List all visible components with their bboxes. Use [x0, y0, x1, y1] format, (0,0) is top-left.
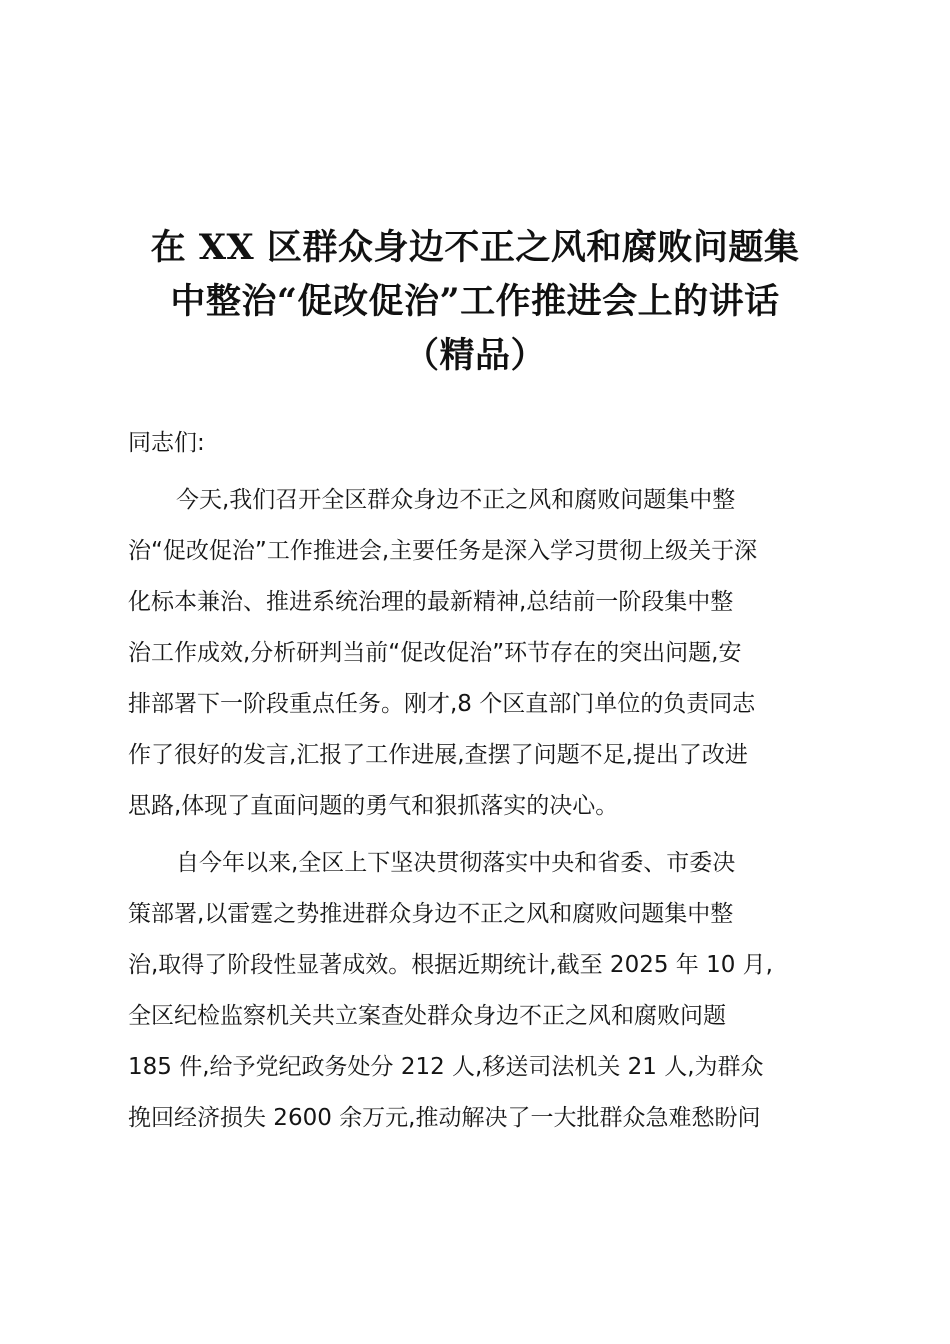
- paragraph-line: 挽回经济损失 2600 余万元,推动解决了一大批群众急难愁盼问: [128, 1105, 761, 1131]
- paragraph-line: 全区纪检监察机关共立案查处群众身边不正之风和腐败问题: [128, 1003, 726, 1029]
- paragraph-line: 治工作成效,分析研判当前“促改促治”环节存在的突出问题,安: [128, 640, 742, 666]
- paragraph-line: 思路,体现了直面问题的勇气和狠抓落实的决心。: [128, 793, 619, 819]
- paragraph-2: [128, 838, 833, 1144]
- paragraph-line: 策部署,以雷霆之势推进群众身边不正之风和腐败问题集中整: [128, 901, 734, 927]
- document-title: [110, 221, 840, 383]
- paragraph-line: 治,取得了阶段性显著成效。根据近期统计,截至 2025 年 10 月,: [128, 952, 773, 978]
- paragraph-line: 185 件,给予党纪政务处分 212 人,移送司法机关 21 人,为群众: [128, 1054, 764, 1080]
- paragraph-line: 排部署下一阶段重点任务。刚才,8 个区直部门单位的负责同志: [128, 691, 756, 717]
- salutation: 同志们:: [128, 430, 205, 456]
- paragraph-line: 作了很好的发言,汇报了工作进展,查摆了问题不足,提出了改进: [128, 742, 748, 768]
- paragraph-line: 治“促改促治”工作推进会,主要任务是深入学习贯彻上级关于深: [128, 538, 758, 564]
- paragraph-1: [128, 475, 833, 832]
- title-line: 中整治“促改促治”工作推进会上的讲话: [170, 281, 780, 323]
- paragraph-line: 自今年以来,全区上下坚决贯彻落实中央和省委、市委决: [176, 850, 736, 876]
- title-line: （精品）: [403, 335, 546, 377]
- title-line: 在 XX 区群众身边不正之风和腐败问题集: [150, 227, 800, 269]
- paragraph-line: 今天,我们召开全区群众身边不正之风和腐败问题集中整: [176, 487, 736, 513]
- document-body: [128, 418, 833, 1150]
- paragraph-line: 化标本兼治、推进系统治理的最新精神,总结前一阶段集中整: [128, 589, 734, 615]
